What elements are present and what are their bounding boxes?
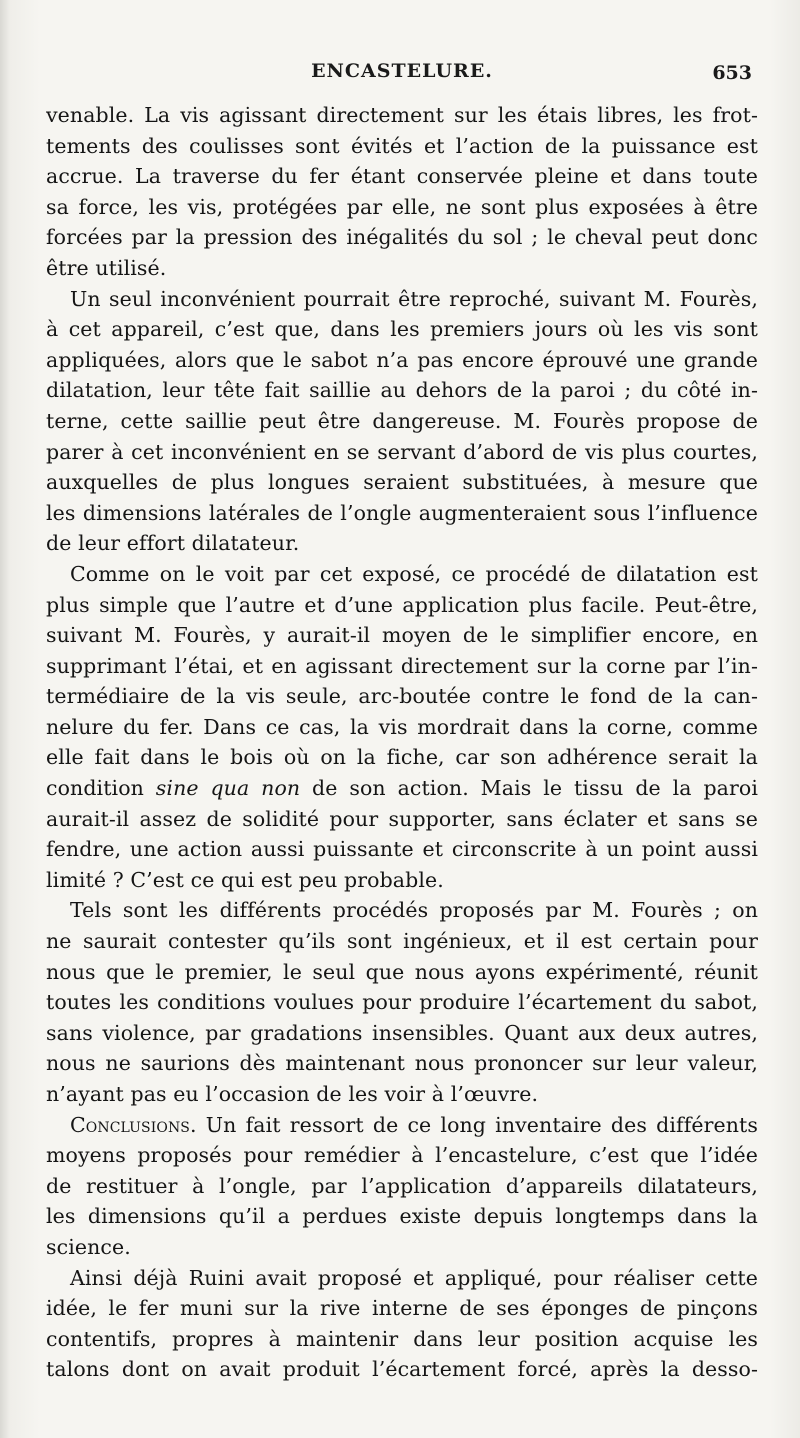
text-line: termédiaire de la vis seule, arc-boutée contre le fond de la can- — [46, 684, 758, 709]
text-line: ne saurait contester qu’ils sont ingénieux, et il est certain pour — [46, 929, 758, 954]
text-line: parer à cet inconvénient en se servant d’abord de vis plus courtes, — [46, 439, 758, 464]
text-line: sans violence, par gradations insensibles. Quant aux deux autres, — [46, 1020, 758, 1045]
text-line: suivant M. Fourès, y aurait-il moyen de le simplifier encore, en — [46, 623, 758, 648]
text-line: science. — [46, 1234, 131, 1259]
text-line-with-lead — [46, 1110, 758, 1141]
text-line: elle fait dans le bois où on la fiche, car son adhérence serait la — [46, 745, 758, 770]
text-line: les dimensions latérales de l’ongle augmenteraient sous l’influence — [46, 500, 758, 525]
text-line: idée, le fer muni sur la rive interne de ses éponges de pinçons — [46, 1296, 758, 1321]
text-line: talons dont on avait produit l’écartement forcé, après la desso- — [46, 1357, 758, 1382]
text-line: venable. La vis agissant directement sur les étais libres, les frot- — [46, 103, 758, 127]
text-line: moyens proposés pour remédier à l’encastelure, c’est que l’idée — [46, 1143, 758, 1168]
paragraph-2 — [46, 284, 758, 559]
text-line: accrue. La traverse du fer étant conservée pleine et dans toute — [46, 164, 758, 189]
text-line: aurait-il assez de solidité pour supporter, sans éclater et sans se — [46, 806, 758, 831]
text-line: nous ne saurions dès maintenant nous prononcer sur leur valeur, — [46, 1051, 758, 1076]
paragraph-3 — [46, 559, 758, 896]
running-head — [46, 54, 758, 88]
text-fragment: Un fait ressort de ce long inventaire des différents — [196, 1112, 758, 1137]
text-line: toutes les conditions voulues pour produire l’écartement du sabot, — [46, 990, 758, 1015]
text-line: tements des coulisses sont évités et l’action de la puissance est — [46, 133, 758, 158]
paragraph-4 — [46, 895, 758, 1109]
text-line: Tels sont les différents procédés proposés par M. Fourès ; on — [70, 898, 758, 923]
text-line: nous que le premier, le seul que nous ayons expérimenté, réunit — [46, 959, 758, 984]
text-line: dilatation, leur tête fait saillie au dehors de la paroi ; du côté in- — [46, 378, 758, 403]
text-line: les dimensions qu’il a perdues existe depuis longtemps dans la — [46, 1204, 758, 1229]
text-fragment: condition — [46, 776, 156, 801]
text-line: plus simple que l’autre et d’une application plus facile. Peut-être, — [46, 592, 758, 617]
section-lead: Conclusions. — [70, 1112, 197, 1137]
text-line: forcées par la pression des inégalités du sol ; le cheval peut donc — [46, 225, 758, 250]
text-line: être utilisé. — [46, 255, 167, 280]
text-line: auxquelles de plus longues seraient substituées, à mesure que — [46, 470, 758, 495]
text-line: à cet appareil, c’est que, dans les premiers jours où les vis sont — [46, 317, 758, 342]
text-line-with-italic — [46, 773, 758, 804]
text-line: terne, cette saillie peut être dangereuse. M. Fourès propose de — [46, 408, 758, 433]
text-line: Un seul inconvénient pourrait être reproché, suivant M. Fourès, — [70, 286, 758, 311]
paragraph-1 — [46, 100, 758, 284]
text-fragment: de son action. Mais le tissu de la paroi — [300, 776, 758, 801]
text-line: Ainsi déjà Ruini avait proposé et appliqué, pour réaliser cette — [70, 1265, 758, 1290]
text-line: n’ayant pas eu l’occasion de les voir à l’œuvre. — [46, 1082, 539, 1106]
text-line: contentifs, propres à maintenir dans leur position acquise les — [46, 1326, 758, 1351]
text-line: appliquées, alors que le sabot n’a pas encore éprouvé une grande — [46, 347, 758, 372]
page-number: 653 — [712, 62, 752, 84]
text-line: fendre, une action aussi puissante et circonscrite à un point aussi — [46, 837, 758, 862]
text-line: de leur effort dilatateur. — [46, 531, 300, 556]
italic-phrase: sine qua non — [155, 776, 301, 801]
paragraph-6 — [46, 1263, 758, 1385]
paragraph-5 — [46, 1110, 758, 1263]
chapter-title: ENCASTELURE. — [311, 60, 493, 82]
text-line: supprimant l’étai, et en agissant directement sur la corne par l’in- — [46, 653, 758, 678]
text-line: nelure du fer. Dans ce cas, la vis mordrait dans la corne, comme — [46, 714, 758, 739]
body-text — [46, 100, 758, 1385]
text-line: sa force, les vis, protégées par elle, ne sont plus exposées à être — [46, 194, 758, 219]
text-line: Comme on le voit par cet exposé, ce procédé de dilatation est — [70, 561, 758, 586]
text-line: limité ? C’est ce qui est peu probable. — [46, 867, 444, 892]
text-line: de restituer à l’ongle, par l’application d’appareils dilatateurs, — [46, 1173, 758, 1198]
